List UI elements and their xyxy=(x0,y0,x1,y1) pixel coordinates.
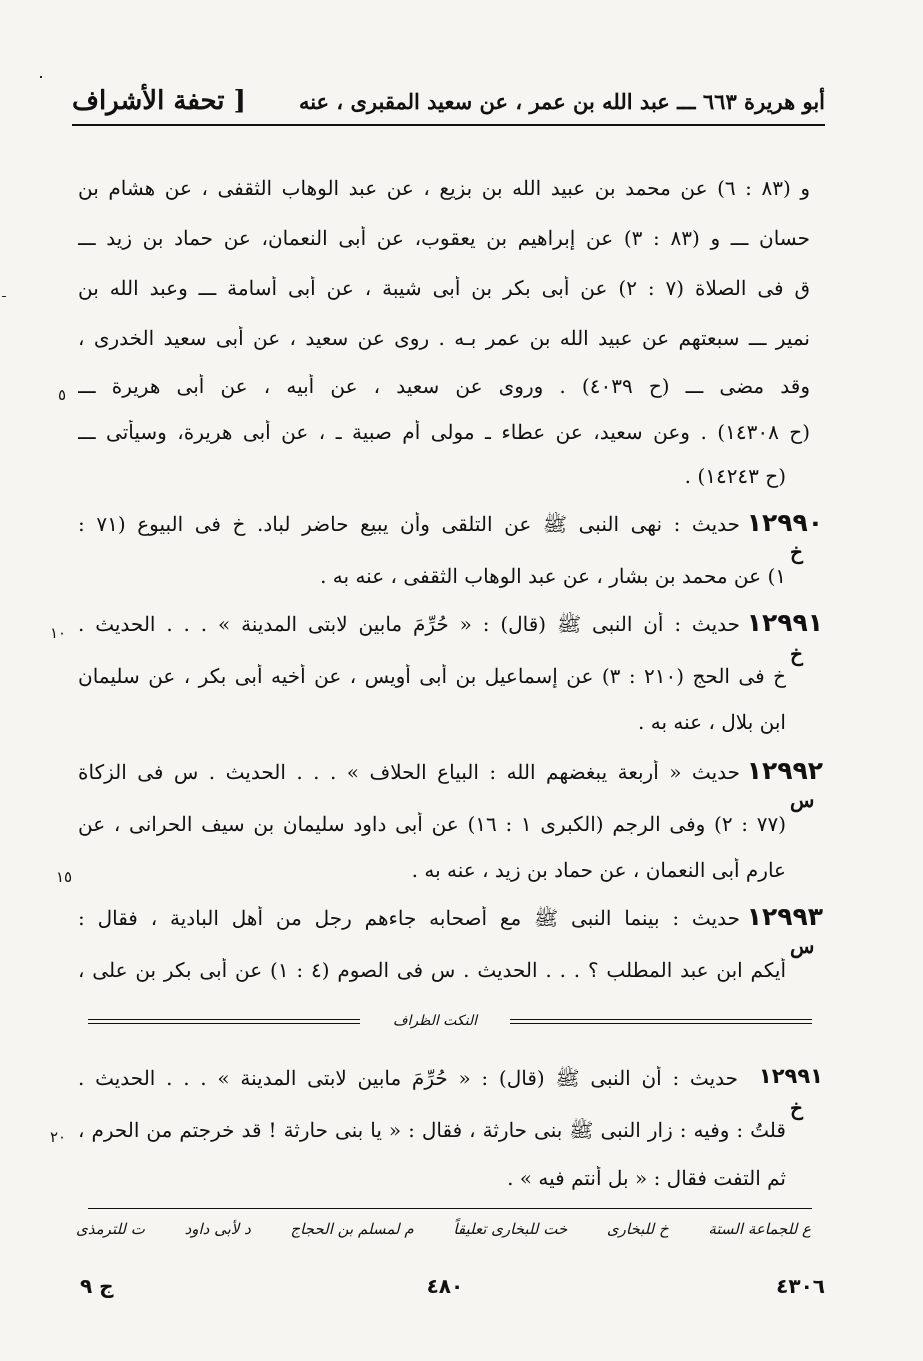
hadith-number: ١٢٩٩١ xyxy=(746,608,823,637)
hadith-number: ١٢٩٩٢ xyxy=(746,756,823,785)
footnote-line: ثم التفت فقال : « بل أنتم فيه » . xyxy=(507,1166,786,1190)
text-line: حسان ـــ و (٨٣ : ٣) عن إبراهيم بن يعقوب، عن أبى النعمان، عن حماد بن زيد ـــ xyxy=(78,226,810,250)
hadith-text-line: خ فى الحج (٢١٠ : ٣) عن إسماعيل بن أبى أويس ، عن أخيه أبى بكر ، عن سليمان xyxy=(78,664,786,688)
hadith-text-line: حديث « أربعة يبغضهم الله : البياع الحلاف » . . . الحديث . س فى الزكاة xyxy=(78,760,740,784)
book-title: [ تحفة الأشراف xyxy=(72,86,246,116)
margin-line-number: ١٥ xyxy=(56,868,73,886)
hadith-text-line: أيكم ابن عبد المطلب ؟ . . . الحديث . س فى الصوم (٤ : ١) عن أبى بكر بن على ، xyxy=(78,958,786,982)
footnote-siglum: خ xyxy=(790,1096,803,1120)
abbreviations-key xyxy=(76,1220,811,1238)
text-line: ق فى الصلاة (٧ : ٢) عن أبى بكر بن أبى شيبة ، عن أبى أسامة ـــ وعبد الله بن xyxy=(78,276,810,300)
hadith-number: ١٢٩٩٠ xyxy=(746,508,823,537)
hadith-text-line: حديث : نهى النبى ﷺ عن التلقى وأن يبيع حاضر لباد. خ فى البيوع (٧١ : xyxy=(78,512,740,536)
print-speck xyxy=(40,76,42,78)
hadith-text-line: عارم أبى النعمان ، عن حماد بن زيد ، عنه به . xyxy=(411,858,786,882)
hadith-siglum: خ xyxy=(790,642,803,666)
hadith-siglum: خ xyxy=(790,540,803,564)
hadith-text-line: ابن بلال ، عنه به . xyxy=(638,710,786,734)
entry-range-number: ٤٣٠٦ xyxy=(776,1274,825,1298)
margin-line-number: ١٠ xyxy=(50,624,67,642)
volume-number: ج ٩ xyxy=(80,1274,114,1298)
running-header xyxy=(72,78,825,126)
hadith-text-line: حديث : بينما النبى ﷺ مع أصحابه جاءهم رجل من أهل البادية ، فقال : xyxy=(78,906,740,930)
abbreviation-item: ع للجماعة الستة xyxy=(708,1220,811,1238)
abbreviations-separator xyxy=(88,1208,812,1209)
hadith-siglum: س xyxy=(790,934,815,958)
abbreviation-item: خ للبخارى xyxy=(606,1220,669,1238)
footnote-line: حديث : أن النبى ﷺ (قال) : « حُرِّمَ مابين لابتى المدينة » . . . الحديث . xyxy=(78,1066,738,1090)
page-footer xyxy=(80,1274,825,1298)
abbreviation-item: د لأبى داود xyxy=(184,1220,251,1238)
text-line: نمير ـــ سبعتهم عن عبيد الله بن عمر بـه . روى عن سعيد ، عن أبى سعيد الخدرى ، xyxy=(78,326,810,350)
abbreviation-item: ت للترمذى xyxy=(76,1220,145,1238)
footnote-line: قلتُ : وفيه : زار النبى ﷺ بنى حارثة ، فقال : « يا بنى حارثة ! قد خرجتم من الحرم ، xyxy=(78,1118,786,1142)
text-line: (ح ١٤٢٤٣) . xyxy=(684,464,786,488)
text-line: وقد مضى ـــ (ح ٤٠٣٩) . وروى عن سعيد ، عن أبيه ، عن أبى هريرة ـــ xyxy=(78,374,810,398)
footnote-heading: النكت الظراف xyxy=(360,1013,510,1029)
page-number: ٤٨٠ xyxy=(426,1274,464,1298)
hadith-text-line: (٧٧ : ٢) وفى الرجم (الكبرى ١ : ١٦) عن أبى داود سليمان بن سيف الحرانى ، عن xyxy=(78,812,786,836)
margin-line-number: ٥ xyxy=(58,386,67,404)
abbreviation-item: م لمسلم بن الحجاج xyxy=(290,1220,414,1238)
running-head: أبو هريرة ٦٦٣ ـــ عبد الله بن عمر ، عن سعيد المقبرى ، عنه xyxy=(298,88,825,114)
footnote-hadith-number: ١٢٩٩١ xyxy=(758,1064,823,1088)
hadith-siglum: س xyxy=(790,788,815,812)
margin-line-number: ٢٠ xyxy=(50,1128,67,1146)
text-line: (ح ١٤٣٠٨) . وعن سعيد، عن عطاء ـ مولى أم صبية ـ ، عن أبى هريرة، وسيأتى ـــ xyxy=(78,420,810,444)
hadith-number: ١٢٩٩٣ xyxy=(746,902,823,931)
hadith-text-line: حديث : أن النبى ﷺ (قال) : « حُرِّمَ مابين لابتى المدينة » . . . الحديث . xyxy=(78,612,740,636)
print-speck xyxy=(2,296,6,297)
abbreviation-item: خت للبخارى تعليقاً xyxy=(453,1220,568,1238)
text-line: و (٨٣ : ٦) عن محمد بن عبيد الله بن بزيع ، عن عبد الوهاب الثقفى ، عن هشام بن xyxy=(78,176,810,200)
hadith-text-line: ١) عن محمد بن بشار ، عن عبد الوهاب الثقفى ، عنه به . xyxy=(320,564,786,588)
